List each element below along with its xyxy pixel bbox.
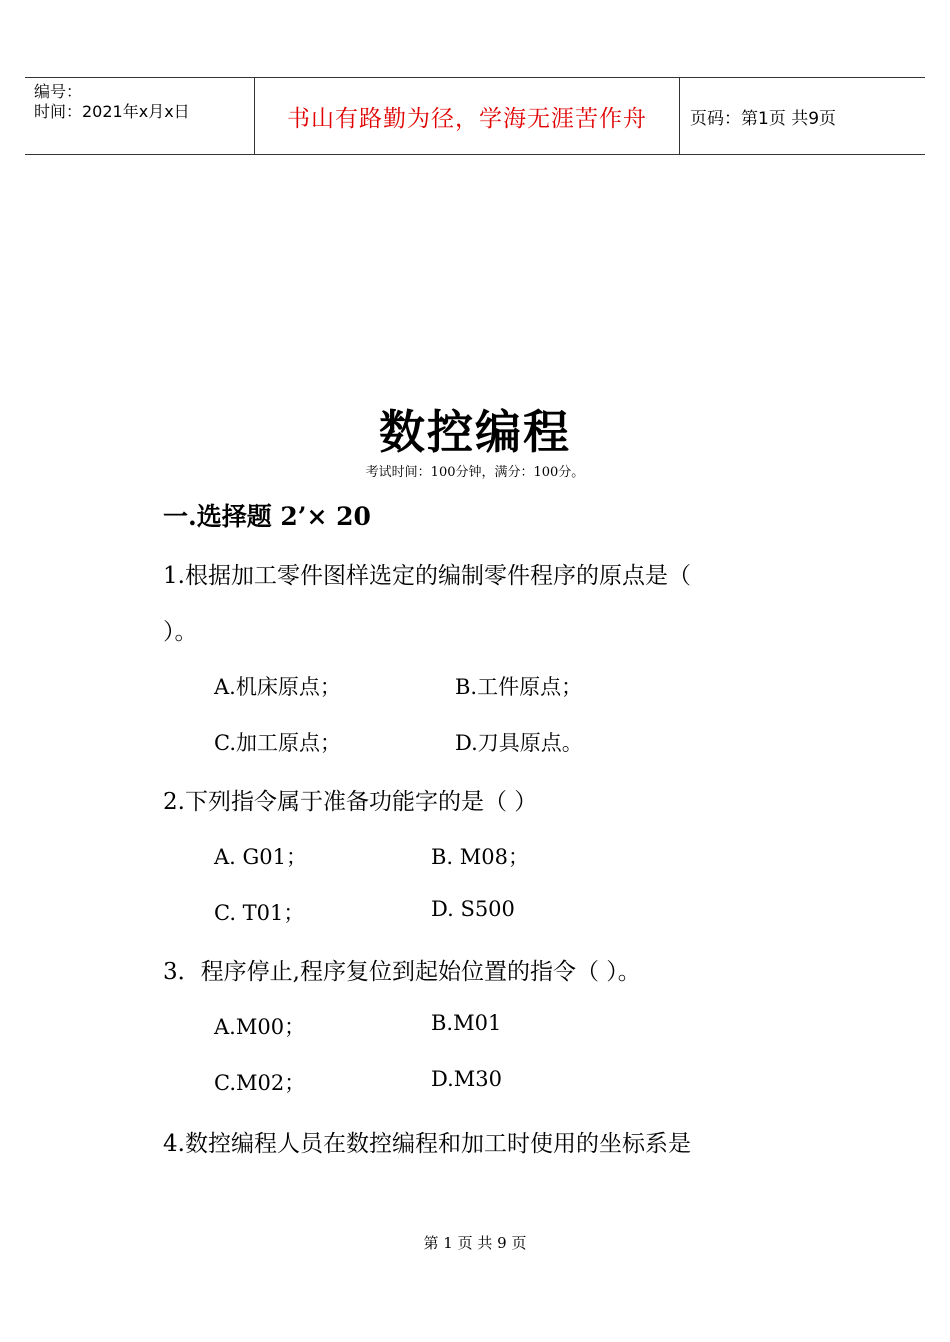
header-page-cell	[680, 78, 925, 154]
header-motto-cell	[254, 78, 680, 154]
motto: 书山有路勤为径，学海无涯苦作舟	[287, 105, 647, 132]
question-1-option-a: A.机床原点；	[214, 675, 341, 699]
question-3-stem: 3．程序停止,程序复位到起始位置的指令（ ）。	[163, 959, 641, 985]
question-3-option-c: C.M02；	[214, 1071, 306, 1095]
number-label: 编号：	[34, 82, 83, 101]
time-label: 时间：2021年x月x日	[34, 102, 190, 121]
question-2-option-c: C. T01；	[214, 901, 305, 925]
exam-info: 考试时间：100分钟，满分：100分。	[365, 465, 585, 480]
page-footer: 第 1 页 共 9 页	[423, 1234, 527, 1252]
question-1-option-c: C.加工原点；	[214, 731, 341, 755]
question-3-option-a: A.M00；	[214, 1015, 306, 1039]
question-1-stem: 1.根据加工零件图样选定的编制零件程序的原点是（	[163, 563, 691, 589]
header-meta	[25, 78, 254, 154]
page-title: 数控编程	[379, 405, 571, 459]
question-4-stem: 4.数控编程人员在数控编程和加工时使用的坐标系是	[163, 1131, 691, 1157]
question-2-option-d: D. S500	[431, 897, 515, 921]
page-info: 页码：第1页 共9页	[690, 108, 837, 129]
question-2-option-b: B. M08；	[431, 845, 530, 869]
question-1-option-b: B.工件原点；	[455, 675, 583, 699]
question-1-option-d: D.刀具原点。	[455, 731, 583, 755]
question-3-option-d: D.M30	[431, 1067, 502, 1091]
question-2-stem: 2.下列指令属于准备功能字的是（ ）	[163, 789, 538, 815]
document-header	[25, 77, 925, 155]
section-heading: 一.选择题 2’× 20	[163, 502, 371, 531]
question-2-option-a: A. G01；	[214, 845, 308, 869]
question-1-stem-cont: ）。	[163, 619, 198, 645]
question-3-option-b: B.M01	[431, 1011, 502, 1035]
